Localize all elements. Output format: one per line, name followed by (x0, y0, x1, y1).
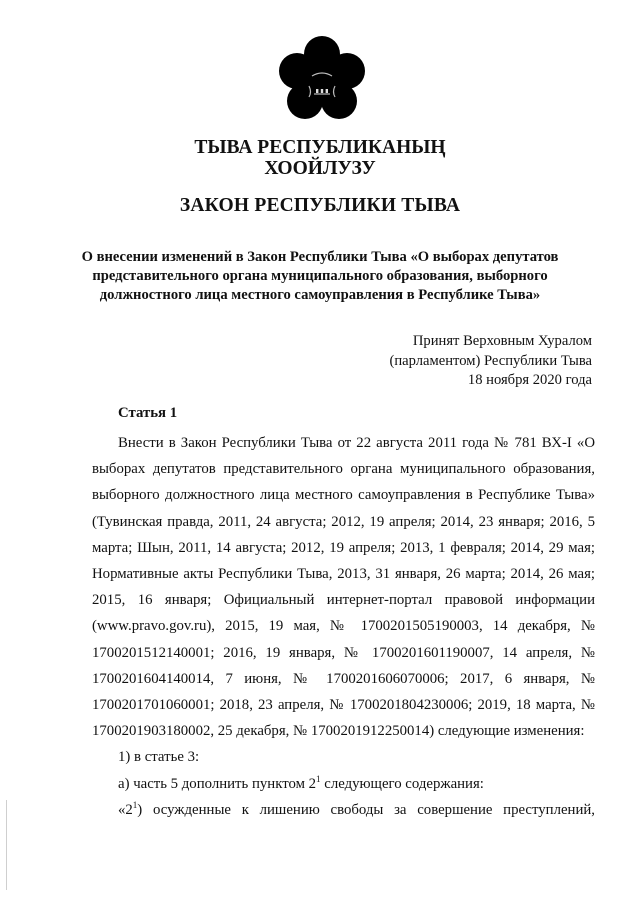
adoption-line: (парламентом) Республики Тыва (389, 352, 592, 369)
article-body (92, 430, 595, 823)
law-subject-line: О внесении изменений в Закон Республики Тыва «О выборах депутатов (81, 249, 559, 265)
paragraph-line: выборах депутатов представительного органа муниципального образования, (92, 461, 595, 478)
law-title: ЗАКОН РЕСПУБЛИКИ ТЫВА (179, 195, 461, 216)
quote-start: «2 (118, 801, 133, 818)
adoption-line: Принят Верховным Хуралом (412, 333, 592, 349)
paragraph-line: Внести в Закон Республики Тыва от 22 августа 2011 года № 781 ВХ-I «О (118, 435, 595, 451)
adoption-note (389, 332, 592, 391)
quote-text: ) осужденные к лишению свободы за совершение преступлений, (137, 801, 595, 818)
list-item: 1) в статье 3: (118, 749, 200, 766)
quoted-paragraph-line (92, 797, 595, 823)
paragraph-line: 1700201604140014, 7 июня, № 1700201606070006; 2017, 6 января, № (92, 670, 595, 687)
superscript: 1 (316, 773, 321, 784)
adoption-date: 18 ноября 2020 года (467, 372, 592, 388)
law-subject-line: должностного лица местного самоуправления в Республике Тыва» (99, 287, 541, 303)
article-heading: Статья 1 (118, 405, 178, 421)
paragraph-line: (Тувинская правда, 2011, 24 августа; 2012, 19 апреля; 2014, 23 января; 2016, 5 (92, 513, 595, 530)
coat-of-arms-icon (276, 36, 368, 128)
law-subject (80, 248, 560, 305)
law-subject-line: представительного органа муниципального образования, выборного (92, 268, 548, 284)
list-item-a-text: а) часть 5 дополнить пунктом 2 (118, 775, 317, 792)
list-item-a-text-end: следующего содержания: (320, 775, 484, 792)
paragraph-line: Нормативные акты Республики Тыва, 2013, 31 января, 26 марта; 2014, 26 мая; (92, 566, 595, 583)
paragraph-line: (www.pravo.gov.ru), 2015, 19 мая, № 1700201505190003, 14 декабря, № (92, 618, 595, 635)
paragraph-line: 2015, 16 января; Официальный интернет-портал правовой информации (92, 592, 595, 609)
paragraph-line: выборного должностного лица местного самоуправления в Республике Тыва» (92, 487, 595, 504)
paragraph-line: 1700201903180002, 25 декабря, № 1700201912250014) следующие изменения: (92, 723, 585, 740)
paragraph-line: 1700201512140001; 2016, 19 января, № 1700201601190007, 14 апреля, № (92, 644, 595, 661)
list-item-a (92, 771, 595, 797)
paragraph-line: 1700201701060001; 2018, 23 апреля, № 1700201804230006; 2019, 18 марта, № (92, 697, 595, 714)
paragraph-line: марта; Шын, 2011, 14 августа; 2012, 19 апреля; 2013, 1 февраля; 2014, 29 мая; (92, 539, 595, 556)
scan-edge-line (6, 800, 7, 890)
republic-name-line1: ТЫВА РЕСПУБЛИКАНЫҢ (194, 137, 446, 158)
republic-name-line2: ХООЙЛУЗУ (264, 158, 376, 179)
superscript: 1 (132, 799, 138, 810)
